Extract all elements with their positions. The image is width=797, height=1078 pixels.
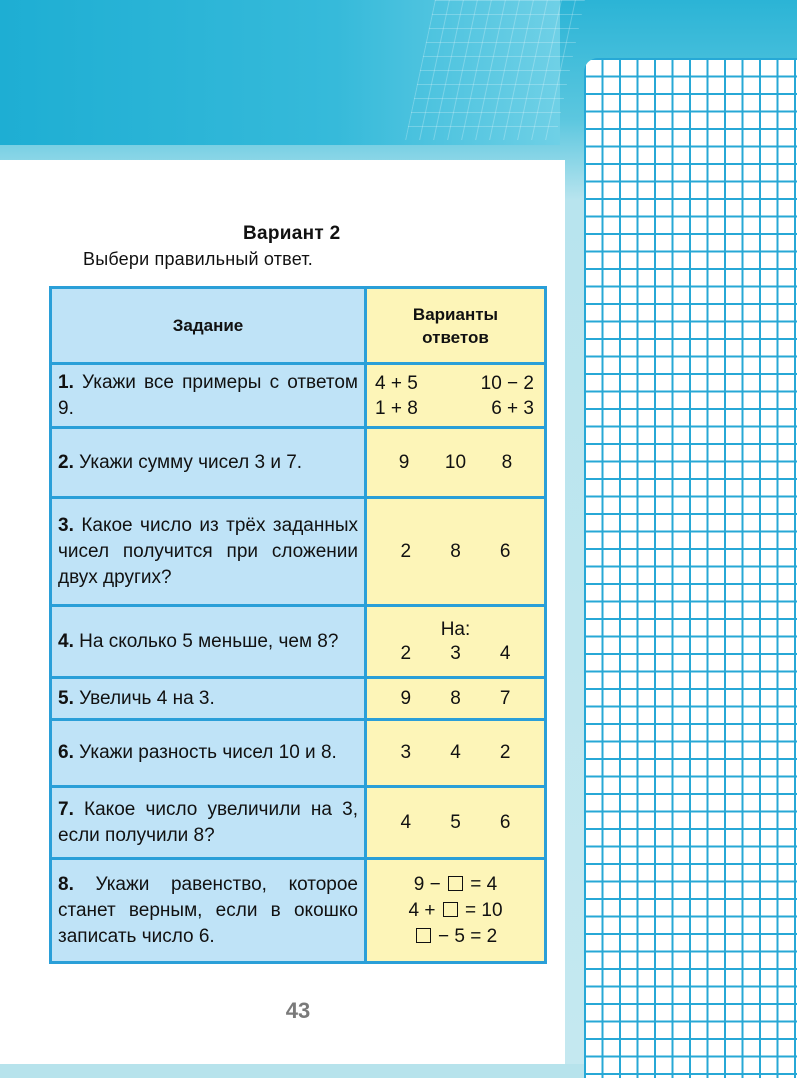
table-row (51, 859, 546, 963)
task-cell-2: 2. Укажи сумму чисел 3 и 7. (51, 428, 366, 498)
empty-box-icon (416, 928, 431, 943)
answer-option[interactable]: 2 (400, 642, 412, 664)
answer-cell-1 (366, 364, 546, 428)
header-task: Задание (51, 288, 366, 364)
header-answers: Варианты ответов (366, 288, 546, 364)
answer-option[interactable]: 6 + 3 (491, 397, 534, 419)
page-number: 43 (285, 998, 311, 1023)
answer-option[interactable]: 8 (450, 540, 461, 562)
answer-option[interactable]: 4 + 5 (375, 372, 418, 394)
empty-box-icon (443, 902, 458, 917)
table-header-row (51, 288, 546, 364)
answer-cell-6 (366, 720, 546, 787)
table-row (51, 364, 546, 428)
answer-option[interactable]: 8 (501, 451, 513, 473)
answer-option[interactable]: 2 (400, 540, 412, 562)
answer-option[interactable]: 9 − = 4 (413, 873, 498, 895)
task-cell-7: 7. Какое число увеличили на 3, если получили 8? (51, 787, 366, 859)
task-cell-6: 6. Укажи разность чисел 10 и 8. (51, 720, 366, 787)
task-cell-1: 1. Укажи все примеры с ответом 9. (51, 364, 366, 428)
page-title: Вариант 2 (243, 223, 341, 244)
answer-option[interactable]: 4 + = 10 (408, 899, 503, 921)
answer-option[interactable]: − 5 = 2 (373, 924, 538, 950)
empty-box-icon (448, 876, 463, 891)
task-table (49, 286, 547, 964)
answer-option[interactable]: 3 (450, 642, 461, 664)
instruction-text: Выбери правильный ответ. (83, 249, 314, 269)
answer-cell-5 (366, 678, 546, 720)
answer-option[interactable]: 2 (499, 742, 511, 763)
answer-label: На: (440, 618, 471, 640)
answer-option[interactable]: 9 (400, 687, 412, 709)
answer-option[interactable]: 9 (398, 451, 410, 473)
answer-option[interactable]: 6 (499, 811, 511, 833)
answer-option[interactable]: 10 − 2 (480, 372, 534, 394)
answer-cell-3 (366, 498, 546, 606)
table-row (51, 720, 546, 787)
answer-option[interactable]: 5 (450, 811, 461, 833)
answer-option[interactable]: 6 (499, 540, 511, 562)
task-cell-3: 3. Какое число из трёх заданных чисел получится при сложении двух других? (51, 498, 366, 606)
answer-option[interactable]: 8 (450, 687, 461, 709)
answer-option[interactable]: 1 + 8 (375, 397, 418, 419)
answer-cell-8 (366, 859, 546, 963)
table-row (51, 678, 546, 720)
answer-option[interactable]: 7 (499, 687, 511, 709)
answer-option[interactable]: 4 (499, 642, 511, 664)
task-cell-5: 5. Увеличь 4 на 3. (51, 678, 366, 720)
answer-option[interactable]: 4 (450, 742, 461, 763)
answer-cell-4 (366, 606, 546, 678)
table-row (51, 428, 546, 498)
task-cell-4: 4. На сколько 5 меньше, чем 8? (51, 606, 366, 678)
table-row (51, 498, 546, 606)
answer-option[interactable]: 3 (400, 742, 412, 763)
table-row (51, 606, 546, 678)
answer-option[interactable]: 4 (400, 811, 412, 833)
answer-cell-7 (366, 787, 546, 859)
top-band-grid-pattern (405, 0, 585, 140)
graph-paper-panel (584, 58, 797, 1078)
table-row (51, 787, 546, 859)
answer-cell-2 (366, 428, 546, 498)
answer-option[interactable]: 10 (444, 451, 467, 473)
task-cell-8: 8. Укажи равенство, которое станет верным, если в окошко записать число 6. (51, 859, 366, 963)
